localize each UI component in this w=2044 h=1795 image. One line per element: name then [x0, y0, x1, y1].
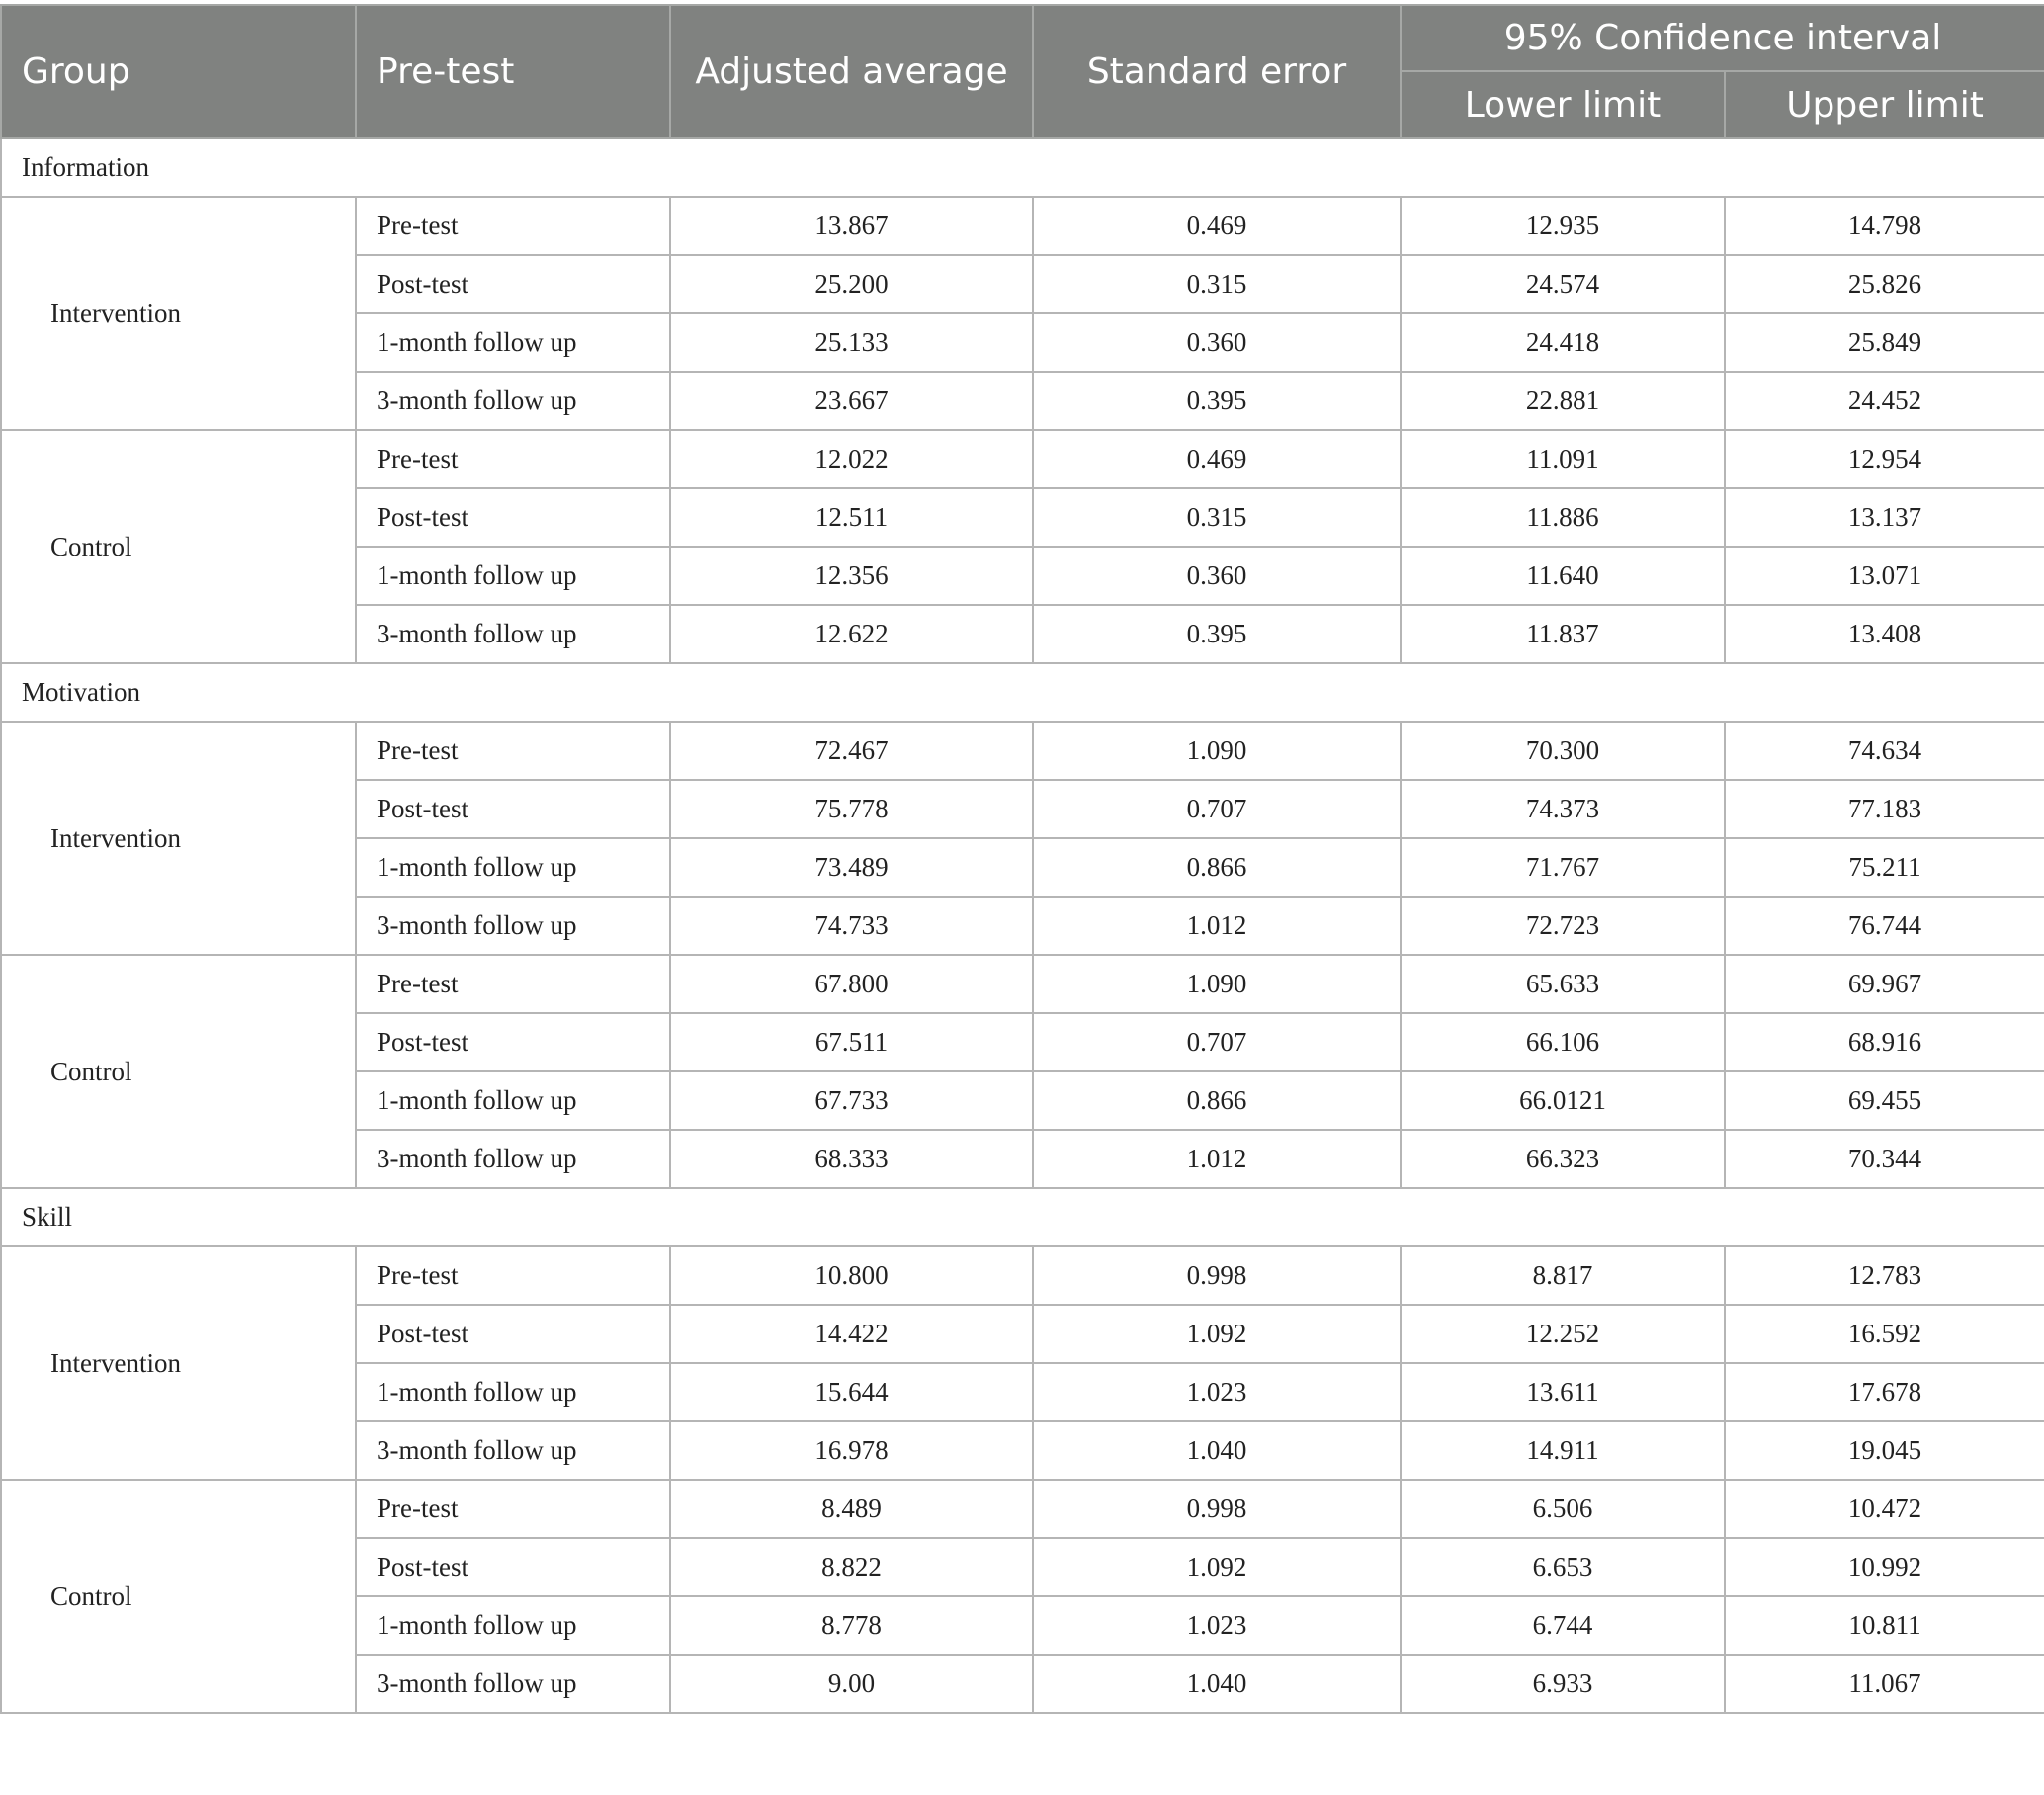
table-row [1, 955, 2044, 1013]
adjusted-average-cell: 73.489 [670, 838, 1033, 897]
standard-error-cell: 1.092 [1033, 1538, 1401, 1596]
upper-limit-cell: 68.916 [1725, 1013, 2044, 1071]
standard-error-cell: 0.866 [1033, 838, 1401, 897]
upper-limit-cell: 13.137 [1725, 488, 2044, 547]
section-row [1, 663, 2044, 722]
time-cell: Post-test [356, 488, 670, 547]
lower-limit-cell: 74.373 [1401, 780, 1725, 838]
adjusted-average-cell: 25.133 [670, 313, 1033, 372]
adjusted-average-cell: 12.622 [670, 605, 1033, 663]
standard-error-cell: 0.707 [1033, 1013, 1401, 1071]
table-body [1, 138, 2044, 1713]
lower-limit-cell: 13.611 [1401, 1363, 1725, 1421]
time-cell: 3-month follow up [356, 1130, 670, 1188]
adjusted-average-cell: 74.733 [670, 897, 1033, 955]
upper-limit-cell: 24.452 [1725, 372, 2044, 430]
standard-error-cell: 0.998 [1033, 1246, 1401, 1305]
table-row [1, 1480, 2044, 1538]
standard-error-cell: 0.707 [1033, 780, 1401, 838]
time-cell: 1-month follow up [356, 313, 670, 372]
time-cell: Pre-test [356, 955, 670, 1013]
upper-limit-cell: 25.849 [1725, 313, 2044, 372]
section-title: Information [1, 138, 2044, 197]
header-lower-limit: Lower limit [1401, 71, 1725, 138]
upper-limit-cell: 74.634 [1725, 722, 2044, 780]
time-cell: Post-test [356, 1013, 670, 1071]
adjusted-average-cell: 12.511 [670, 488, 1033, 547]
section-title: Skill [1, 1188, 2044, 1246]
group-cell: Control [1, 955, 356, 1188]
header-pretest: Pre-test [356, 5, 670, 138]
lower-limit-cell: 6.653 [1401, 1538, 1725, 1596]
lower-limit-cell: 14.911 [1401, 1421, 1725, 1480]
upper-limit-cell: 69.455 [1725, 1071, 2044, 1130]
section-row [1, 138, 2044, 197]
standard-error-cell: 0.315 [1033, 488, 1401, 547]
standard-error-cell: 1.012 [1033, 897, 1401, 955]
standard-error-cell: 1.092 [1033, 1305, 1401, 1363]
lower-limit-cell: 65.633 [1401, 955, 1725, 1013]
lower-limit-cell: 66.106 [1401, 1013, 1725, 1071]
adjusted-average-cell: 67.733 [670, 1071, 1033, 1130]
table-row [1, 197, 2044, 255]
adjusted-average-cell: 75.778 [670, 780, 1033, 838]
adjusted-average-cell: 16.978 [670, 1421, 1033, 1480]
time-cell: Post-test [356, 780, 670, 838]
time-cell: Post-test [356, 1305, 670, 1363]
standard-error-cell: 1.023 [1033, 1363, 1401, 1421]
adjusted-average-cell: 13.867 [670, 197, 1033, 255]
upper-limit-cell: 10.472 [1725, 1480, 2044, 1538]
lower-limit-cell: 70.300 [1401, 722, 1725, 780]
adjusted-average-cell: 8.778 [670, 1596, 1033, 1655]
lower-limit-cell: 66.323 [1401, 1130, 1725, 1188]
upper-limit-cell: 16.592 [1725, 1305, 2044, 1363]
header-standard-error: Standard error [1033, 5, 1401, 138]
standard-error-cell: 1.090 [1033, 955, 1401, 1013]
lower-limit-cell: 24.574 [1401, 255, 1725, 313]
time-cell: 1-month follow up [356, 1596, 670, 1655]
time-cell: 3-month follow up [356, 605, 670, 663]
group-cell: Intervention [1, 197, 356, 430]
group-cell: Intervention [1, 1246, 356, 1480]
lower-limit-cell: 11.886 [1401, 488, 1725, 547]
lower-limit-cell: 22.881 [1401, 372, 1725, 430]
lower-limit-cell: 12.935 [1401, 197, 1725, 255]
section-row [1, 1188, 2044, 1246]
group-cell: Control [1, 430, 356, 663]
time-cell: 3-month follow up [356, 1421, 670, 1480]
lower-limit-cell: 66.0121 [1401, 1071, 1725, 1130]
time-cell: Pre-test [356, 1480, 670, 1538]
group-cell: Intervention [1, 722, 356, 955]
upper-limit-cell: 17.678 [1725, 1363, 2044, 1421]
standard-error-cell: 0.469 [1033, 197, 1401, 255]
lower-limit-cell: 11.640 [1401, 547, 1725, 605]
adjusted-average-cell: 10.800 [670, 1246, 1033, 1305]
header-confidence-interval: 95% Confidence interval [1401, 5, 2044, 71]
section-title: Motivation [1, 663, 2044, 722]
standard-error-cell: 1.090 [1033, 722, 1401, 780]
upper-limit-cell: 13.071 [1725, 547, 2044, 605]
upper-limit-cell: 13.408 [1725, 605, 2044, 663]
table-row [1, 430, 2044, 488]
time-cell: Post-test [356, 255, 670, 313]
adjusted-average-cell: 12.356 [670, 547, 1033, 605]
upper-limit-cell: 69.967 [1725, 955, 2044, 1013]
table-header [1, 5, 2044, 138]
time-cell: 1-month follow up [356, 1071, 670, 1130]
standard-error-cell: 1.012 [1033, 1130, 1401, 1188]
lower-limit-cell: 24.418 [1401, 313, 1725, 372]
upper-limit-cell: 14.798 [1725, 197, 2044, 255]
time-cell: Pre-test [356, 430, 670, 488]
adjusted-average-cell: 23.667 [670, 372, 1033, 430]
upper-limit-cell: 12.954 [1725, 430, 2044, 488]
upper-limit-cell: 12.783 [1725, 1246, 2044, 1305]
standard-error-cell: 0.315 [1033, 255, 1401, 313]
time-cell: Post-test [356, 1538, 670, 1596]
adjusted-average-cell: 8.489 [670, 1480, 1033, 1538]
adjusted-average-cell: 12.022 [670, 430, 1033, 488]
adjusted-average-cell: 25.200 [670, 255, 1033, 313]
standard-error-cell: 1.040 [1033, 1655, 1401, 1713]
lower-limit-cell: 11.091 [1401, 430, 1725, 488]
table-row [1, 722, 2044, 780]
standard-error-cell: 0.395 [1033, 605, 1401, 663]
lower-limit-cell: 71.767 [1401, 838, 1725, 897]
lower-limit-cell: 8.817 [1401, 1246, 1725, 1305]
lower-limit-cell: 6.506 [1401, 1480, 1725, 1538]
time-cell: Pre-test [356, 197, 670, 255]
standard-error-cell: 0.469 [1033, 430, 1401, 488]
time-cell: 1-month follow up [356, 1363, 670, 1421]
lower-limit-cell: 12.252 [1401, 1305, 1725, 1363]
lower-limit-cell: 11.837 [1401, 605, 1725, 663]
standard-error-cell: 0.395 [1033, 372, 1401, 430]
upper-limit-cell: 76.744 [1725, 897, 2044, 955]
header-upper-limit: Upper limit [1725, 71, 2044, 138]
adjusted-average-cell: 8.822 [670, 1538, 1033, 1596]
upper-limit-cell: 75.211 [1725, 838, 2044, 897]
standard-error-cell: 1.023 [1033, 1596, 1401, 1655]
upper-limit-cell: 10.811 [1725, 1596, 2044, 1655]
lower-limit-cell: 6.933 [1401, 1655, 1725, 1713]
upper-limit-cell: 19.045 [1725, 1421, 2044, 1480]
time-cell: 3-month follow up [356, 1655, 670, 1713]
time-cell: Pre-test [356, 722, 670, 780]
adjusted-average-cell: 67.511 [670, 1013, 1033, 1071]
adjusted-average-cell: 14.422 [670, 1305, 1033, 1363]
standard-error-cell: 0.866 [1033, 1071, 1401, 1130]
standard-error-cell: 0.360 [1033, 547, 1401, 605]
adjusted-average-cell: 72.467 [670, 722, 1033, 780]
time-cell: 1-month follow up [356, 547, 670, 605]
lower-limit-cell: 6.744 [1401, 1596, 1725, 1655]
lower-limit-cell: 72.723 [1401, 897, 1725, 955]
time-cell: 3-month follow up [356, 897, 670, 955]
adjusted-average-cell: 68.333 [670, 1130, 1033, 1188]
time-cell: Pre-test [356, 1246, 670, 1305]
upper-limit-cell: 11.067 [1725, 1655, 2044, 1713]
header-group: Group [1, 5, 356, 138]
upper-limit-cell: 25.826 [1725, 255, 2044, 313]
adjusted-average-cell: 67.800 [670, 955, 1033, 1013]
time-cell: 3-month follow up [356, 372, 670, 430]
time-cell: 1-month follow up [356, 838, 670, 897]
standard-error-cell: 1.040 [1033, 1421, 1401, 1480]
header-adjusted-average: Adjusted average [670, 5, 1033, 138]
standard-error-cell: 0.360 [1033, 313, 1401, 372]
adjusted-average-cell: 15.644 [670, 1363, 1033, 1421]
adjusted-average-cell: 9.00 [670, 1655, 1033, 1713]
standard-error-cell: 0.998 [1033, 1480, 1401, 1538]
results-table [0, 4, 2044, 1714]
group-cell: Control [1, 1480, 356, 1713]
upper-limit-cell: 70.344 [1725, 1130, 2044, 1188]
upper-limit-cell: 77.183 [1725, 780, 2044, 838]
upper-limit-cell: 10.992 [1725, 1538, 2044, 1596]
table-row [1, 1246, 2044, 1305]
